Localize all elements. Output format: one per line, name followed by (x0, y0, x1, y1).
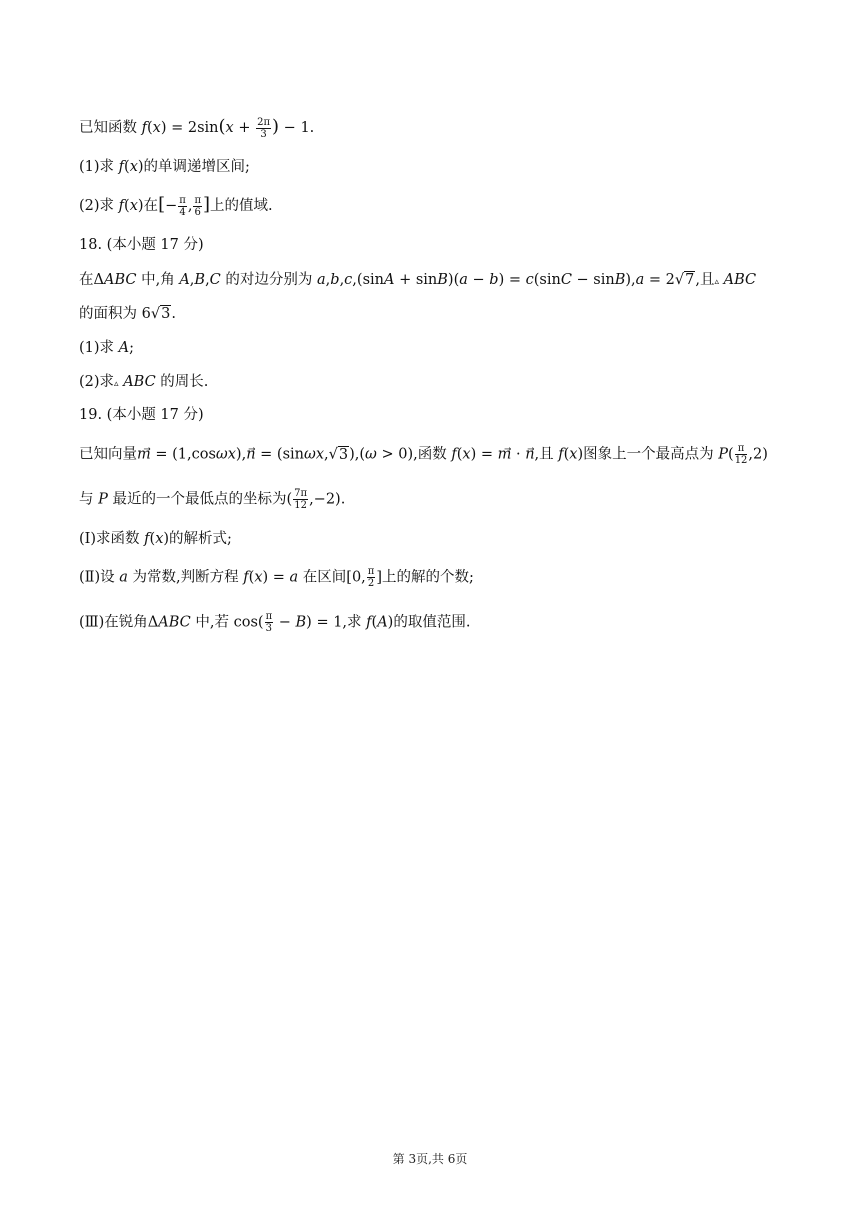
q18-stem-line2: 的面积为 6√3. (79, 306, 176, 322)
q17-part1: (1)求 f(x)的单调递增区间; (79, 159, 250, 175)
q19-stem-line2: 与 P 最近的一个最低点的坐标为( $\frac{7\pi}{12}$ ,−2). (79, 488, 346, 511)
q17-stem: 已知函数 f(x) = 2sin(x + $\frac{2\pi}{3}$ ) − 1. (79, 116, 315, 140)
q18-header: 18. (本小题 17 分) (79, 237, 204, 253)
q19-part1: (Ⅰ)求函数 f(x)的解析式; (79, 531, 232, 547)
page-footer: 第 3页,共 6页 (392, 1152, 468, 1166)
q19-part3: (Ⅲ)在锐角ΔABC 中,若 cos( $\frac{\pi}{3}$ − B) = 1,求 f(A)的取值范围. (79, 611, 471, 634)
q17-part2: (2)求 f(x)在[− $\frac{\pi}{4}$ , $\frac{\pi}{6}$ ]上的值域. (79, 194, 273, 218)
q19-part2: (Ⅱ)设 a 为常数,判断方程 f(x) = a 在区间[0, $\frac{\pi}{2}$ ]上的解的个数; (79, 566, 474, 589)
q19-stem-line1: 已知向量m⃗ = (1,cosωx),n⃗ = (sinωx,√3),(ω > 0),函数 f(x) = m⃗ · n⃗,且 f(x)图象上一个最高点为 P( $\frac{\pi}{12}$ ,2) (79, 443, 768, 466)
q18-part2: (2)求▵ ABC 的周长. (79, 374, 209, 390)
q18-stem-line1: 在ΔABC 中,角 A,B,C 的对边分别为 a,b,c,(sinA + sinB)(a − b) = c(sinC − sinB),a = 2√7,且▵ ABC (79, 272, 757, 288)
q18-part1: (1)求 A; (79, 340, 135, 356)
q19-header: 19. (本小题 17 分) (79, 407, 204, 423)
